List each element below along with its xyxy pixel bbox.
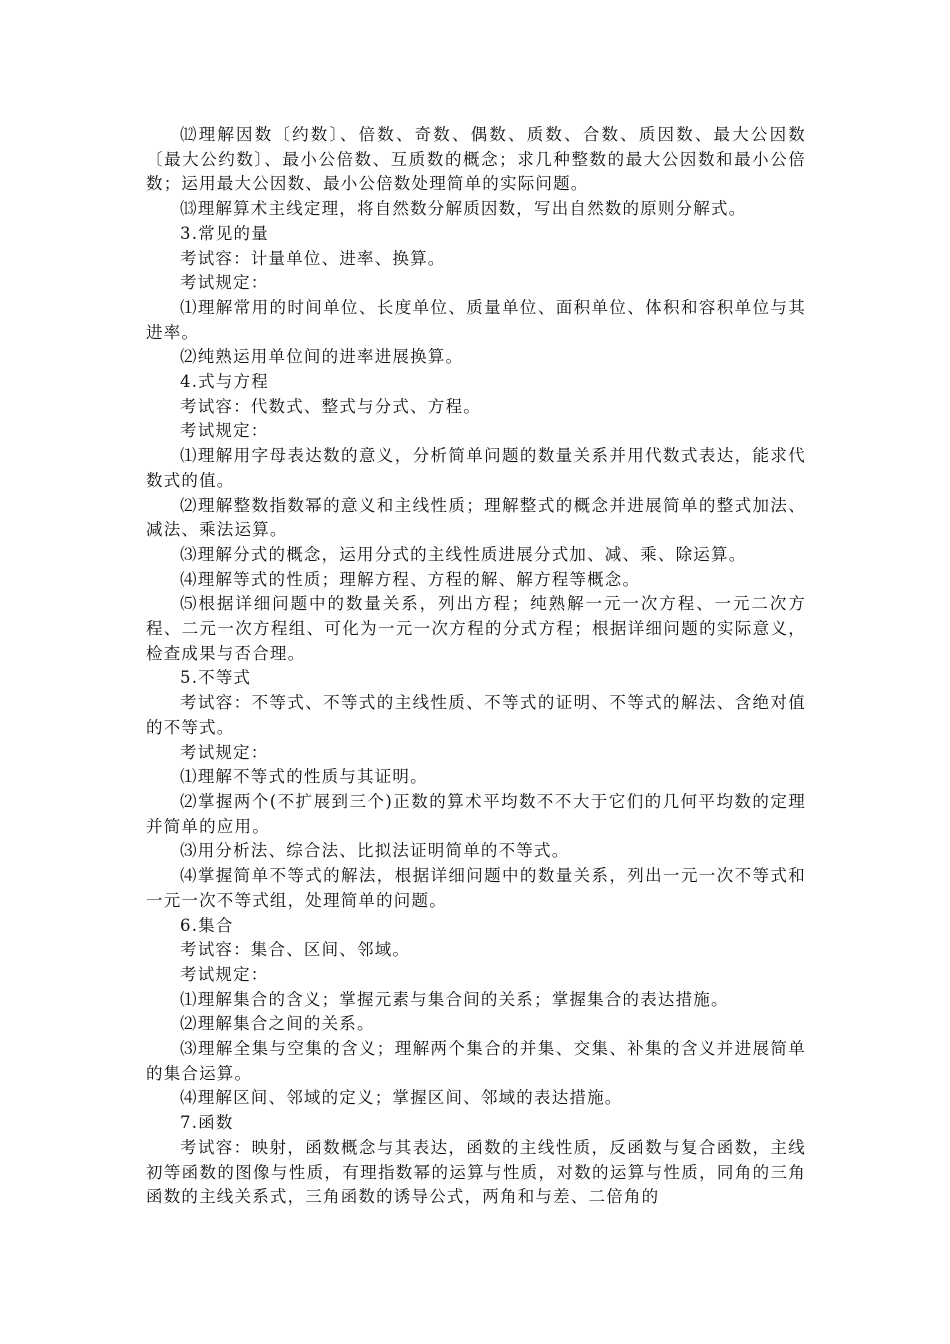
paragraph-inequality-properties: ⑴理解不等式的性质与其证明。 <box>180 767 428 787</box>
section-heading-functions: 7.函数 <box>180 1113 234 1133</box>
paragraph-intervals: ⑷理解区间、邻域的定义；掌握区间、邻域的表达措施。 <box>180 1088 623 1108</box>
document-page <box>146 123 806 1210</box>
section-heading-inequalities: 5.不等式 <box>180 668 252 688</box>
exam-content-quantities: 考试容：计量单位、进率、换算。 <box>180 248 446 268</box>
paragraph-proof-methods: ⑶用分析法、综合法、比拟法证明简单的不等式。 <box>180 841 570 861</box>
paragraph-factors: ⑿理解因数〔约数〕、倍数、奇数、偶数、质数、合数、质因数、最大公因数〔最大公约数〕、最小公倍数、互质数的概念；求几种整数的最大公因数和最小公倍数；运用最大公因数、最小公倍数处理简单的实际问题。 <box>146 125 806 194</box>
paragraph-set-relations: ⑵理解集合之间的关系。 <box>180 1014 375 1034</box>
paragraph-algebraic-expressions: ⑴理解用字母表达数的意义，分析简单问题的数量关系并用代数式表达，能求代数式的值。 <box>146 446 806 490</box>
section-heading-sets: 6.集合 <box>180 915 234 935</box>
paragraph-am-gm: ⑵掌握两个(不扩展到三个)正数的算术平均数不不大于它们的几何平均数的定理并简单的应用。 <box>146 791 806 836</box>
section-heading-quantities: 3.常见的量 <box>180 223 269 243</box>
paragraph-fractions: ⑶理解分式的概念，运用分式的主线性质进展分式加、减、乘、除运算。 <box>180 544 747 564</box>
exam-requirements-label: 考试规定： <box>180 742 269 762</box>
paragraph-solving-inequalities: ⑷掌握简单不等式的解法，根据详细问题中的数量关系，列出一元一次不等式和一元一次不等式组，处理简单的问题。 <box>146 866 806 910</box>
paragraph-integer-exponents: ⑵理解整数指数幂的意义和主线性质；理解整式的概念并进展简单的整式加法、减法、乘法运算。 <box>146 495 806 540</box>
exam-requirements-label: 考试规定： <box>180 273 269 293</box>
paragraph-unit-conversion: ⑵纯熟运用单位间的进率进展换算。 <box>180 347 464 367</box>
paragraph-units: ⑴理解常用的时间单位、长度单位、质量单位、面积单位、体积和容积单位与其进率。 <box>146 297 806 342</box>
paragraph-fundamental-theorem: ⒀理解算术主线定理，将自然数分解质因数，写出自然数的原则分解式。 <box>180 199 747 219</box>
exam-requirements-label: 考试规定： <box>180 421 269 441</box>
exam-requirements-label: 考试规定： <box>180 964 269 984</box>
paragraph-set-meaning: ⑴理解集合的含义；掌握元素与集合间的关系；掌握集合的表达措施。 <box>180 989 729 1009</box>
paragraph-set-operations: ⑶理解全集与空集的含义；理解两个集合的并集、交集、补集的含义并进展简单的集合运算。 <box>146 1039 806 1083</box>
exam-content-expressions: 考试容：代数式、整式与分式、方程。 <box>180 396 481 416</box>
paragraph-solving-equations: ⑸根据详细问题中的数量关系，列出方程；纯熟解一元一次方程、一元二次方程、二元一次方程组、可化为一元一次方程的分式方程；根据详细问题的实际意义，检查成果与否合理。 <box>146 594 806 663</box>
exam-content-sets: 考试容：集合、区间、邻域。 <box>180 940 411 960</box>
section-heading-expressions: 4.式与方程 <box>180 372 269 392</box>
paragraph-equalities: ⑷理解等式的性质；理解方程、方程的解、解方程等概念。 <box>180 569 641 589</box>
exam-content-functions: 考试容：映射，函数概念与其表达，函数的主线性质，反函数与复合函数，主线初等函数的图像与性质，有理指数幂的运算与性质，对数的运算与性质，同角的三角函数的主线关系式，三角函数的诱导公式，两角和与差、二倍角的 <box>146 1137 806 1207</box>
exam-content-inequalities: 考试容：不等式、不等式的主线性质、不等式的证明、不等式的解法、含绝对值的不等式。 <box>146 693 806 737</box>
